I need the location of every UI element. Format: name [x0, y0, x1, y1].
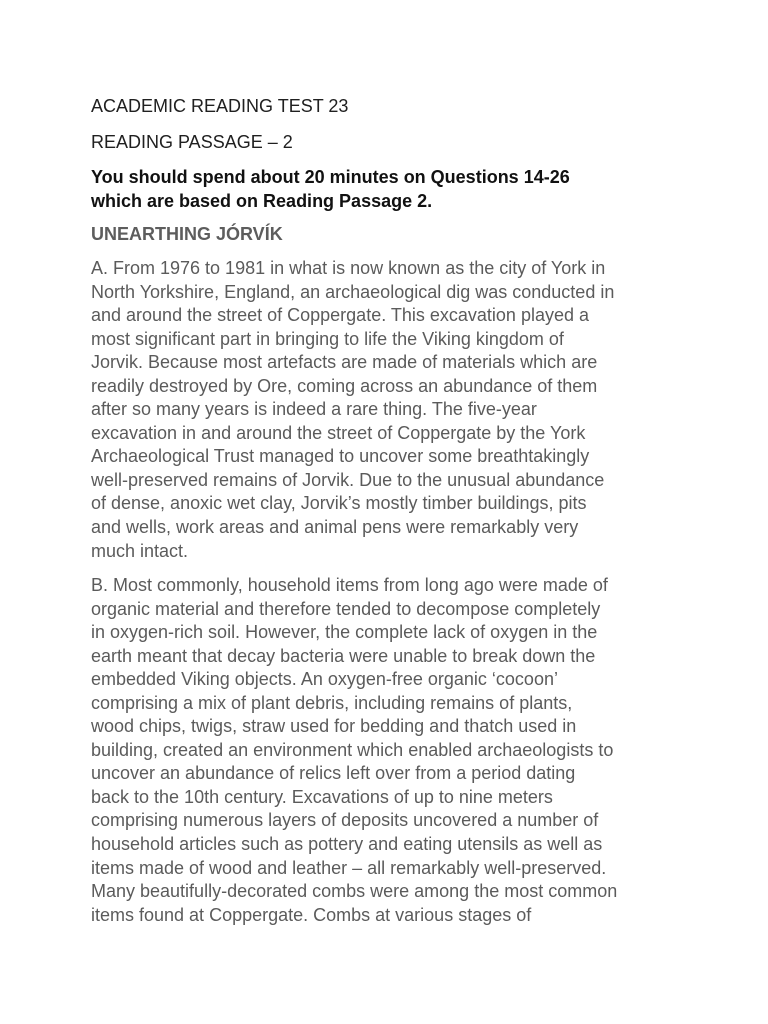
paragraph-line: readily destroyed by Ore, coming across an abundance of them [91, 375, 598, 396]
paragraph-line: wood chips, twigs, straw used for bedding and thatch used in [91, 716, 577, 737]
paragraph-line: Archaeological Trust managed to uncover some breathtakingly [91, 446, 590, 467]
paragraph-line: Many beautifully-decorated combs were among the most common [91, 881, 618, 902]
paragraph-line: Jorvik. Because most artefacts are made of materials which are [91, 352, 598, 373]
paragraph-line: back to the 10th century. Excavations of up to nine meters [91, 786, 553, 807]
paragraph-line: building, created an environment which enabled archaeologists to [91, 739, 614, 760]
instruction-line: which are based on Reading Passage 2. [91, 190, 433, 211]
paragraph-line: A. From 1976 to 1981 in what is now known as the city of York in [91, 258, 606, 278]
paragraph-line: well-preserved remains of Jorvik. Due to the unusual abundance [91, 469, 605, 490]
paragraph-a [91, 257, 691, 563]
paragraph-line: of dense, anoxic wet clay, Jorvik’s mostly timber buildings, pits [91, 493, 587, 514]
paragraph-line: B. Most commonly, household items from long ago were made of [91, 575, 608, 595]
paragraph-line: comprising a mix of plant debris, including remains of plants, [91, 692, 573, 713]
paragraph-line: household articles such as pottery and eating utensils as well as [91, 834, 603, 855]
paragraph-line: embedded Viking objects. An oxygen-free organic ‘cocoon’ [91, 669, 558, 690]
paragraph-line: most significant part in bringing to life the Viking kingdom of [91, 328, 564, 349]
paragraph-line: organic material and therefore tended to decompose completely [91, 598, 601, 619]
passage-label: READING PASSAGE – 2 [91, 132, 293, 152]
paragraph-b [91, 574, 691, 927]
paragraph-line: earth meant that decay bacteria were unable to break down the [91, 645, 596, 666]
paragraph-line: uncover an abundance of relics left over from a period dating [91, 763, 576, 784]
paragraph-line: items made of wood and leather – all remarkably well-preserved. [91, 857, 607, 878]
paragraph-line: after so many years is indeed a rare thing. The five-year [91, 399, 537, 420]
passage-title: UNEARTHING JÓRVÍK [91, 224, 283, 244]
paragraph-line: and around the street of Coppergate. This excavation played a [91, 305, 589, 326]
paragraph-line: North Yorkshire, England, an archaeological dig was conducted in [91, 281, 615, 302]
instruction-line: You should spend about 20 minutes on Questions 14-26 [91, 167, 570, 187]
paragraph-line: items found at Coppergate. Combs at various stages of [91, 904, 532, 925]
instruction-text [91, 166, 691, 213]
paragraph-line: comprising numerous layers of deposits uncovered a number of [91, 810, 599, 831]
paragraph-line: and wells, work areas and animal pens were remarkably very [91, 517, 579, 538]
paragraph-line: much intact. [91, 540, 189, 561]
paragraph-line: excavation in and around the street of Coppergate by the York [91, 422, 586, 443]
test-title: ACADEMIC READING TEST 23 [91, 96, 349, 116]
paragraph-line: in oxygen-rich soil. However, the complete lack of oxygen in the [91, 622, 598, 643]
